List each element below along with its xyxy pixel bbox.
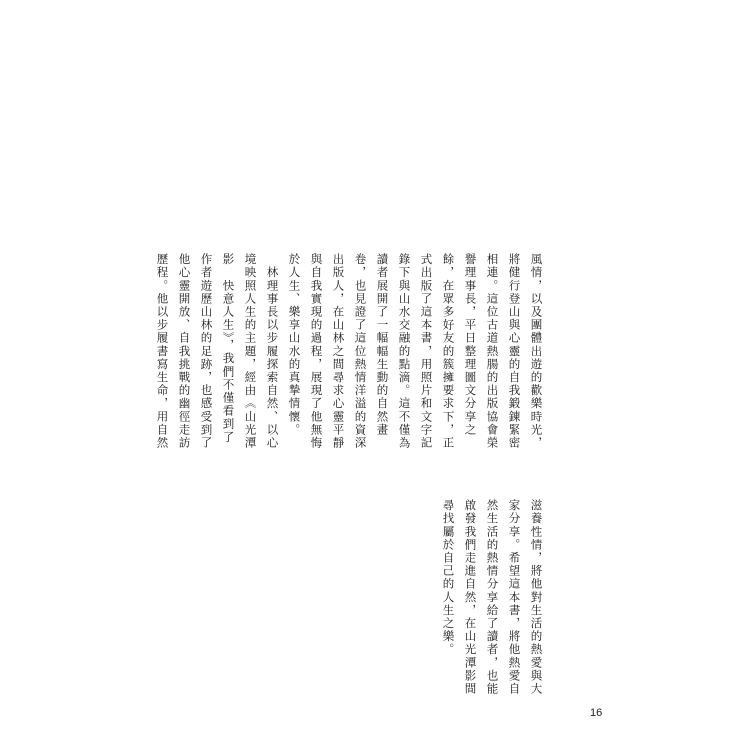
- text-column-22: 啟發我們走進自然，在山光潭影間: [463, 499, 478, 696]
- text-column-2: 將健行登山與心靈的自我鍛鍊緊密: [507, 253, 522, 450]
- text-column-15: 影 快意人生》，我們不僅看到了: [221, 253, 236, 444]
- text-column-7: 錄下與山水交融的點滴。這不僅為: [397, 253, 412, 450]
- text-column-12: 於人生、樂享山水的真摯情懷。: [287, 253, 302, 437]
- page-number: 16: [590, 707, 603, 719]
- text-column-17: 他心靈開放、自我挑戰的幽徑走訪: [177, 253, 192, 450]
- text-column-14: 境映照人生的主題，經由《山光潭: [243, 253, 258, 450]
- text-column-20: 家分享。希望這本書，將他熱愛自: [507, 499, 522, 696]
- text-column-13: 林理事長以步履探索自然、以心: [265, 253, 280, 450]
- text-column-18: 歷程。他以步履書寫生命，用自然: [155, 253, 170, 450]
- text-column-8: 讀者展開了一幅幅生動的自然畫: [375, 253, 390, 437]
- text-column-19: 滋養性情，將他對生活的熱愛與大: [529, 499, 544, 696]
- text-column-21: 然生活的熱情分享給了讀者，也能: [485, 499, 500, 696]
- text-column-5: 餘，在眾多好友的簇擁要求下，正: [441, 253, 456, 450]
- text-column-23: 尋找屬於自己的人生之樂。: [441, 499, 456, 657]
- text-column-10: 出版人，在山林之間尋求心靈平靜: [331, 253, 346, 450]
- text-column-16: 作者遊歷山林的足跡，也感受到了: [199, 253, 214, 450]
- text-column-3: 相連。這位古道熱腸的出版協會榮: [485, 253, 500, 450]
- text-column-6: 式出版了這本書，用照片和文字記: [419, 253, 434, 450]
- text-column-11: 與自我實現的過程，展現了他無悔: [309, 253, 324, 450]
- text-column-4: 譽理事長，平日整理圖文分享之: [463, 253, 478, 437]
- text-column-9: 卷，也見證了這位熱情洋溢的資深: [353, 253, 368, 450]
- text-column-1: 風情，以及團體出遊的歡樂時光，: [529, 253, 544, 450]
